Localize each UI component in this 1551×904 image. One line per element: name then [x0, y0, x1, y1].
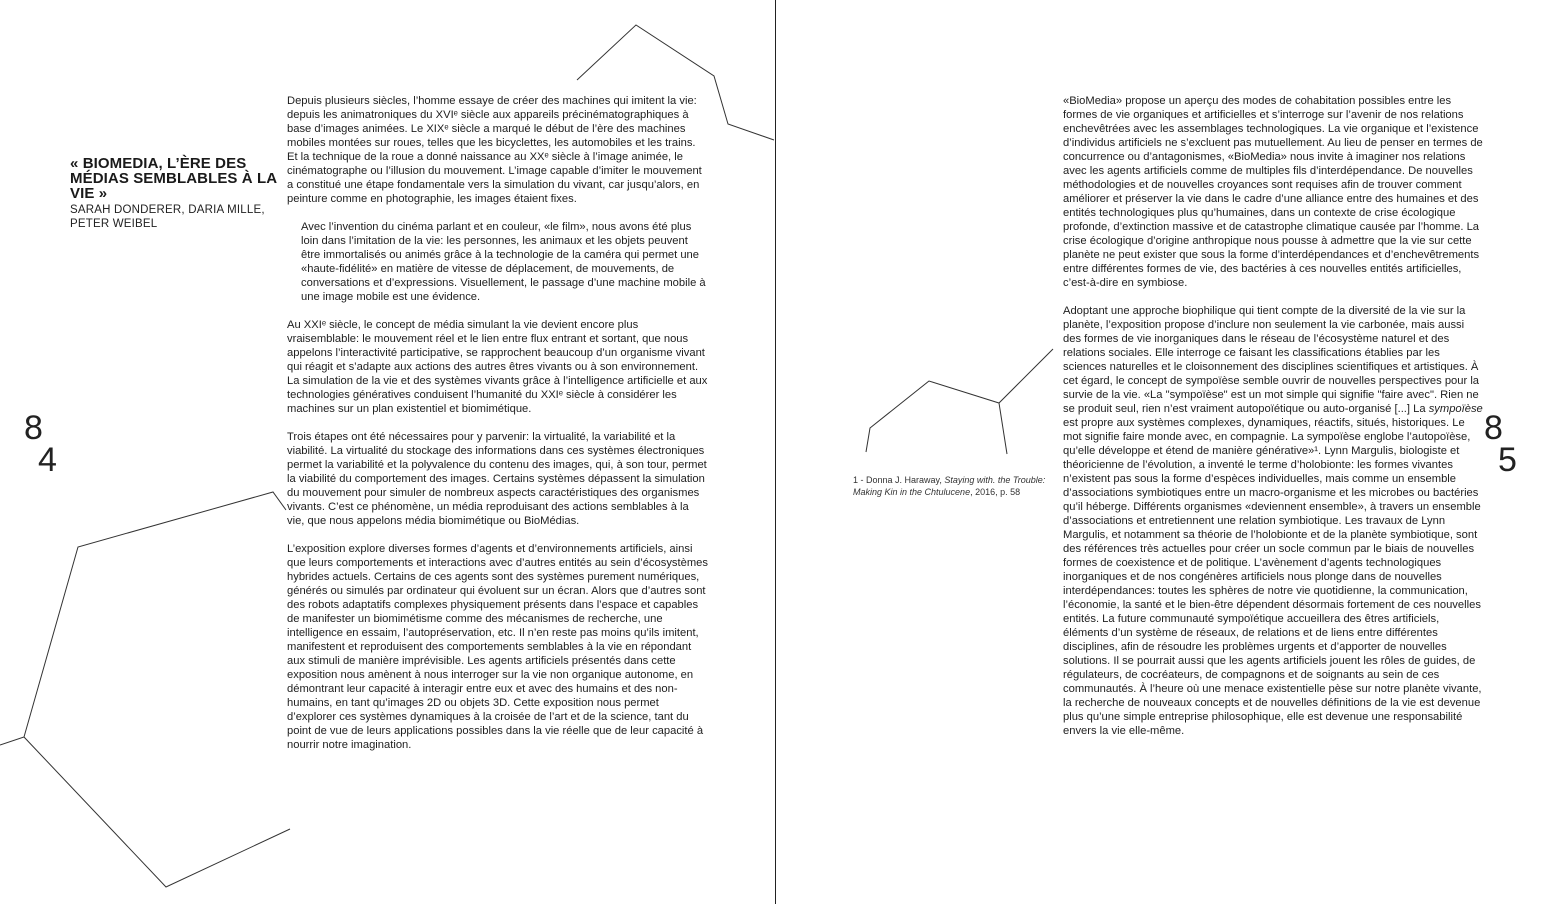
paragraph: «BioMedia» propose un aperçu des modes de cohabitation possibles entre les formes de vie organiques et artificielles et s’interroge sur l’avenir de nos relations enchevêtrées avec les assemblages technologiques. La vie organique et l’existence d’individus artificiels ne s’excluent pas mutuellement. Au lieu de penser en termes de concurrence ou d’antagonismes, «BioMedia» nous invite à imaginer nos relations avec les agents artificiels comme de multiples fils d’interdépendance. De nouvelles méthodologies et de nouvelles croyances sont requises afin de trouver comment améliorer et préserver la vie dans le cadre d’une alliance entre des humaines et des entités technologiques plus qu’humaines, dans un contexte de crise écologique profonde, d’extinction massive et de catastrophe climatique causée par l’homme. La crise écologique d’origine anthropique nous pousse à admettre que la vie sur cette planète ne peut exister que sous la forme d’interdépendances et d’enchevêtrements entre différentes formes de vie, des bactéries à ces nouvelles entités artificielles, c’est-à-dire en symbiose. [1063, 95, 1483, 289]
paragraph: Depuis plusieurs siècles, l’homme essaye de créer des machines qui imitent la vie: depuis les animatroniques du XVIᵉ siècle aux appareils précinématographiques à base d’images animées. Le XIXᵉ siècle a marqué le début de l’ère des machines mobiles montées sur roues, telles que les bicyclettes, les automobiles et les trains. Et la technique de la roue a donné naissance au XXᵉ siècle à l’image animée, le cinématographe ou l’illusion du mouvement. L’image capable d’imiter le mouvement a constitué une étape fondamentale vers la simulation du vivant, car jusqu’alors, en peinture comme en photographie, les images étaient fixes. [287, 95, 702, 205]
footnote: 1 - Donna J. Haraway, Staying with. the Trouble: Making Kin in the Chtulucene, 2016, p. 58 [853, 475, 1046, 497]
page-number-right-tens: 8 [1484, 409, 1503, 447]
paragraph: Avec l’invention du cinéma parlant et en couleur, «le film», nous avons été plus loin dans l’imitation de la vie: les personnes, les animaux et les objets peuvent être immortalisés ou animés grâce à la technologie de la caméra qui permet une «haute-fidélité» en matière de vitesse de déplacement, de mouvements, de conversations et d’expressions. Visuellement, le passage d’une machine mobile à une image mobile est une évidence. [301, 221, 706, 303]
page-spine [775, 0, 776, 904]
hexagon-line-bottom [0, 492, 286, 745]
paragraph: Adoptant une approche biophilique qui tient compte de la diversité de la vie sur la planète, l’exposition propose d’inclure non seulement la vie carbonée, mais aussi des formes de vie inorganiques dans le réseau de l’écosystème naturel et des relations sociales. Elle interroge ce faisant les classifications établies par les sciences naturelles et le cloisonnement des disciplines scientifiques et artistiques. À cet égard, le concept de sympoïèse semble ouvrir de nouvelles perspectives pour la survie de la vie. «La "sympoïèse" est un mot simple qui signifie "faire avec". Rien ne se produit seul, rien n’est vraiment autopoïétique ou auto-organisé [...] La sympoïèse est propre aux systèmes complexes, dynamiques, réactifs, situés, historiques. Le mot signifie faire monde avec, en compagnie. La sympoïèse englobe l’autopoïèse, qu’elle développe et étend de manière générative»¹. Lynn Margulis, biologiste et théoricienne de l’évolution, a inventé le terme d’holobionte: les formes vivantes n’existent pas sous la forme d’espèces individuelles, mais comme un ensemble d’associations symbiotiques entre un macro-organisme et les microbes ou bactéries qu’il héberge. Différents organismes «deviennent ensemble», à travers un ensemble d’associations et entretiennent une relation symbiotique. Les travaux de Lynn Margulis, et notamment sa théorie de l’holobionte et de la planète symbiotique, sont des références très actuelles pour créer un socle commun par le biais de nouvelles formes de coexistence et de politique. L’avènement d’agents technologiques inorganiques et de nos congénères artificiels nous plonge dans de nouvelles interdépendances: toutes les sphères de notre vie quotidienne, la communication, l’économie, la santé et le bien-être dépendent désormais fortement de ces nouvelles entités. La future communauté sympoïétique accueillera des êtres artificiels, éléments d’un système de réseaux, de relations et de liens entre différentes disciplines, afin de résoudre les problèmes urgents et d’apporter de nouvelles solutions. Il se pourrait aussi que les agents artificiels jouent les rôles de guides, de régulateurs, de cocréateurs, de compagnons et de soignants au sein de ces communautés. À l’heure où une menace existentielle pèse sur notre planète vivante, la recherche de nouveaux concepts et de nouvelles définitions de la vie est devenue plus qu’une simple entreprise philosophique, elle est devenue une responsabilité envers la vie elle-même. [1063, 305, 1483, 737]
page-number-left-tens: 8 [24, 409, 43, 447]
paragraph: L’exposition explore diverses formes d’agents et d’environnements artificiels, ainsi que leurs comportements et interactions avec d’autres entités au sein d’écosystèmes hybrides actuels. Certains de ces agents sont des systèmes purement numériques, générés ou simulés par ordinateur qui évoluent sur un écran. Alors que d’autres sont des robots adaptatifs complexes physiquement présents dans l’espace et capables de manifester un biomimétisme comme des mécanismes de recherche, une intelligence en essaim, l’autopréservation, etc. Il n’en reste pas moins qu’ils imitent, manifestent et reproduisent des comportements semblables à la vie en répondant aux stimuli de manière imprévisible. Les agents artificiels présentés dans cette exposition nous amènent à nous interroger sur la vie non organique autonome, en démontrant leur capacité à interagir entre eux et avec des humains et des non-humains, en tant qu’images 2D ou objets 3D. Cette exposition nous permet d’explorer ces systèmes dynamiques à la croisée de l’art et de la science, tant du point de vue de leurs applications possibles dans la vie réelle que de leur capacité à nourrir notre imagination. [287, 543, 708, 751]
hexagon-line-bottom-b [24, 737, 290, 887]
page-number-right-units: 5 [1498, 441, 1517, 479]
paragraph: Trois étapes ont été nécessaires pour y parvenir: la virtualité, la variabilité et la viabilité. La virtualité du stockage des informations dans ces systèmes électroniques permet la variabilité et la polyvalence du contenu des images, qui, à son tour, permet la viabilité du comportement des images. Certains systèmes dépassent la simulation du mouvement pour simuler de nombreux aspects caractéristiques des organismes vivants. C’est ce phénomène, un média reproduisant des actions semblables à la vie, que nous appelons média biomimétique ou BioMédias. [287, 431, 707, 527]
article-authors: SARAH DONDERER, DARIA MILLE, PETER WEIBEL [70, 204, 265, 230]
branch-line-right [866, 349, 1053, 452]
paragraph: Au XXIᵉ siècle, le concept de média simulant la vie devient encore plus vraisemblable: le mouvement réel et le lien entre flux entrant et sortant, que nous appelons l’interactivité participative, se rapprochent beaucoup d’un organisme vivant qui réagit et s’adapte aux actions des autres êtres vivants ou à son environnement. La simulation de la vie et des systèmes vivants grâce à l’intelligence artificielle et aux technologies génératives conduisent l’humanité du XXIᵉ siècle à considérer les machines sur un plan existentiel et biomimétique. [287, 319, 708, 415]
right-text-column [1063, 94, 1485, 752]
branch-line-right-b [999, 403, 1007, 454]
article-title: « BIOMEDIA, L’ÈRE DES MÉDIAS SEMBLABLES À LA VIE » [70, 155, 277, 202]
left-text-column [287, 94, 709, 766]
page-number-left-units: 4 [38, 441, 57, 479]
